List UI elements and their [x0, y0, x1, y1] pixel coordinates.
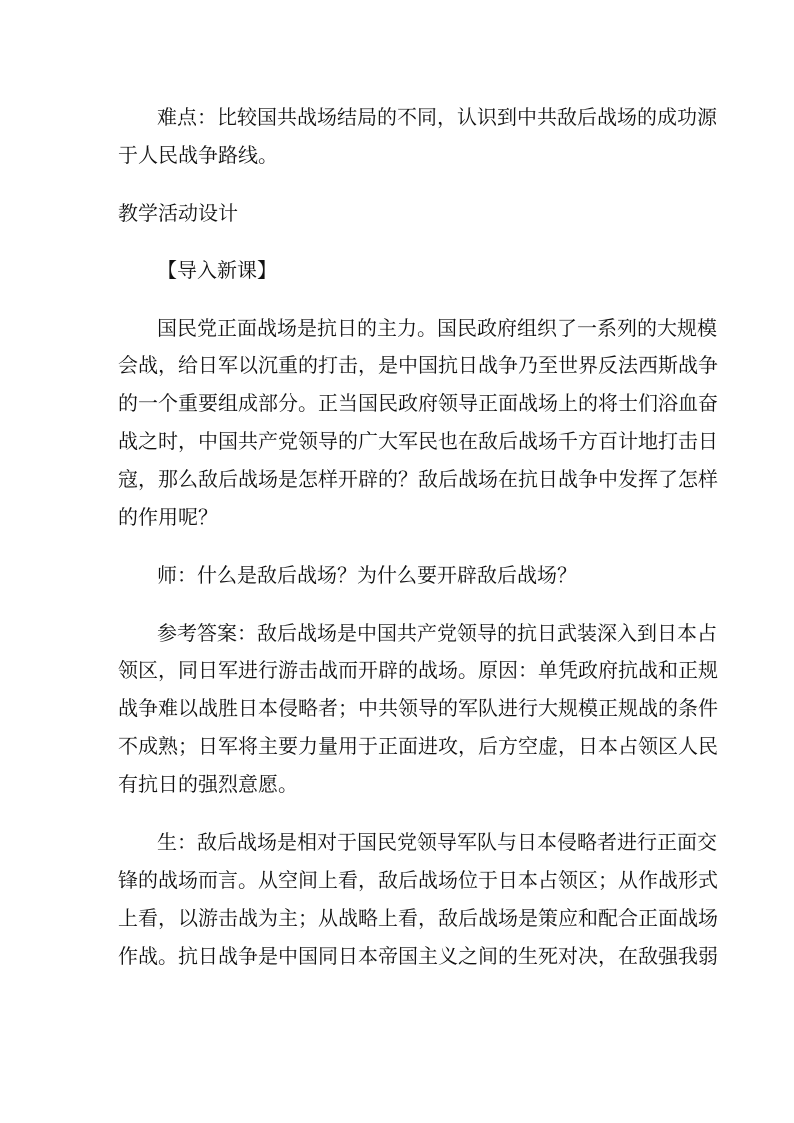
text-line-16: 有抗日的强烈意愿。 [118, 772, 298, 796]
text-line-9: 寇，那么敌后战场是怎样开辟的？敌后战场在抗日战争中发挥了怎样 [118, 467, 718, 491]
section-heading: 教学活动设计 [118, 201, 238, 225]
text-line-5: 国民党正面战场是抗日的主力。国民政府组织了一系列的大规模 [157, 316, 717, 340]
text-line-19: 上看，以游击战为主；从战略上看，敌后战场是策应和配合正面战场 [118, 906, 718, 930]
text-line-15: 不成熟；日军将主要力量用于正面进攻，后方空虚，日本占领区人民 [118, 734, 718, 758]
text-line-20: 作战。抗日战争是中国同日本帝国主义之间的生死对决，在敌强我弱 [118, 944, 718, 968]
text-line-17: 生：敌后战场是相对于国民党领导军队与日本侵略者进行正面交 [157, 830, 717, 854]
text-line-18: 锋的战场而言。从空间上看，敌后战场位于日本占领区；从作战形式 [118, 868, 718, 892]
text-line-2: 于人民战争路线。 [118, 143, 278, 167]
text-line-6: 会战，给日军以沉重的打击，是中国抗日战争乃至世界反法西斯战争 [118, 353, 718, 377]
text-line-11: 师：什么是敌后战场？为什么要开辟敌后战场？ [157, 563, 577, 587]
text-line-7: 的一个重要组成部分。正当国民政府领导正面战场上的将士们浴血奋 [118, 391, 718, 415]
text-line-14: 战争难以战胜日本侵略者；中共领导的军队进行大规模正规战的条件 [118, 696, 718, 720]
text-line-8: 战之时，中国共产党领导的广大军民也在敌后战场千方百计地打击日 [118, 429, 718, 453]
text-line-10: 的作用呢？ [118, 505, 218, 529]
text-line-12: 参考答案：敌后战场是中国共产党领导的抗日武装深入到日本占 [157, 621, 717, 645]
subsection-heading: 【导入新课】 [157, 258, 277, 282]
text-line-13: 领区，同日军进行游击战而开辟的战场。原因：单凭政府抗战和正规 [118, 658, 718, 682]
text-line-1: 难点：比较国共战场结局的不同，认识到中共敌后战场的成功源 [157, 105, 717, 129]
